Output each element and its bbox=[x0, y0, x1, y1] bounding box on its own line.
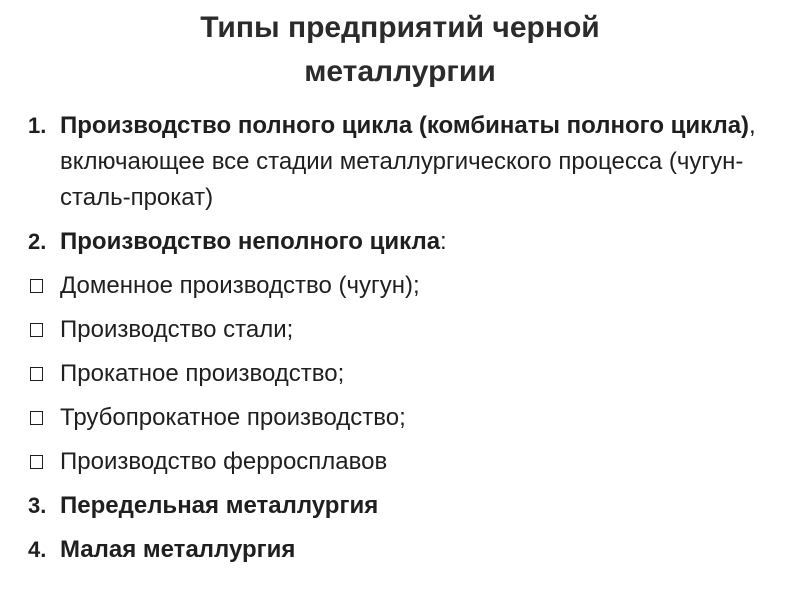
square-bullet-icon bbox=[30, 455, 43, 469]
sub-item-text: Прокатное производство; bbox=[60, 360, 345, 387]
square-bullet-icon bbox=[30, 367, 43, 381]
square-bullet-icon bbox=[30, 323, 43, 337]
list-item-3 bbox=[28, 488, 788, 524]
title-line-1: Типы предприятий черной bbox=[200, 11, 600, 44]
square-bullet-icon bbox=[30, 279, 43, 293]
sub-item-text: Производство ферросплавов bbox=[60, 448, 388, 475]
sub-item bbox=[28, 400, 788, 436]
sub-item bbox=[28, 312, 788, 348]
list-item-3-text: Передельная металлургия bbox=[60, 492, 379, 519]
sub-item bbox=[28, 268, 788, 304]
list-number-3: 3. bbox=[28, 493, 47, 518]
sub-item-text: Доменное производство (чугун); bbox=[60, 272, 420, 299]
list-item-1-bold: Производство полного цикла (комбинаты полного цикла) bbox=[60, 112, 750, 139]
list-item-2-bold: Производство неполного цикла bbox=[60, 228, 441, 255]
content-list bbox=[28, 108, 788, 576]
list-item-4-text: Малая металлургия bbox=[60, 536, 296, 563]
sub-item-text: Производство стали; bbox=[60, 316, 294, 343]
square-bullet-icon bbox=[30, 411, 43, 425]
list-number-4: 4. bbox=[28, 537, 47, 562]
sub-item bbox=[28, 356, 788, 392]
list-item-1 bbox=[28, 108, 788, 216]
sub-item-text: Трубопрокатное производство; bbox=[60, 404, 406, 431]
list-item-4 bbox=[28, 532, 788, 568]
list-item-1-text: , включающее все стадии металлургического процесса (чугун-сталь-прокат) bbox=[60, 112, 756, 211]
slide-title bbox=[0, 6, 800, 94]
list-number-2: 2. bbox=[28, 229, 47, 254]
list-item-2-text: : bbox=[440, 228, 447, 255]
list-item-2 bbox=[28, 224, 788, 260]
list-number-1: 1. bbox=[28, 113, 47, 138]
title-line-2: металлургии bbox=[304, 55, 496, 88]
sub-item bbox=[28, 444, 788, 480]
